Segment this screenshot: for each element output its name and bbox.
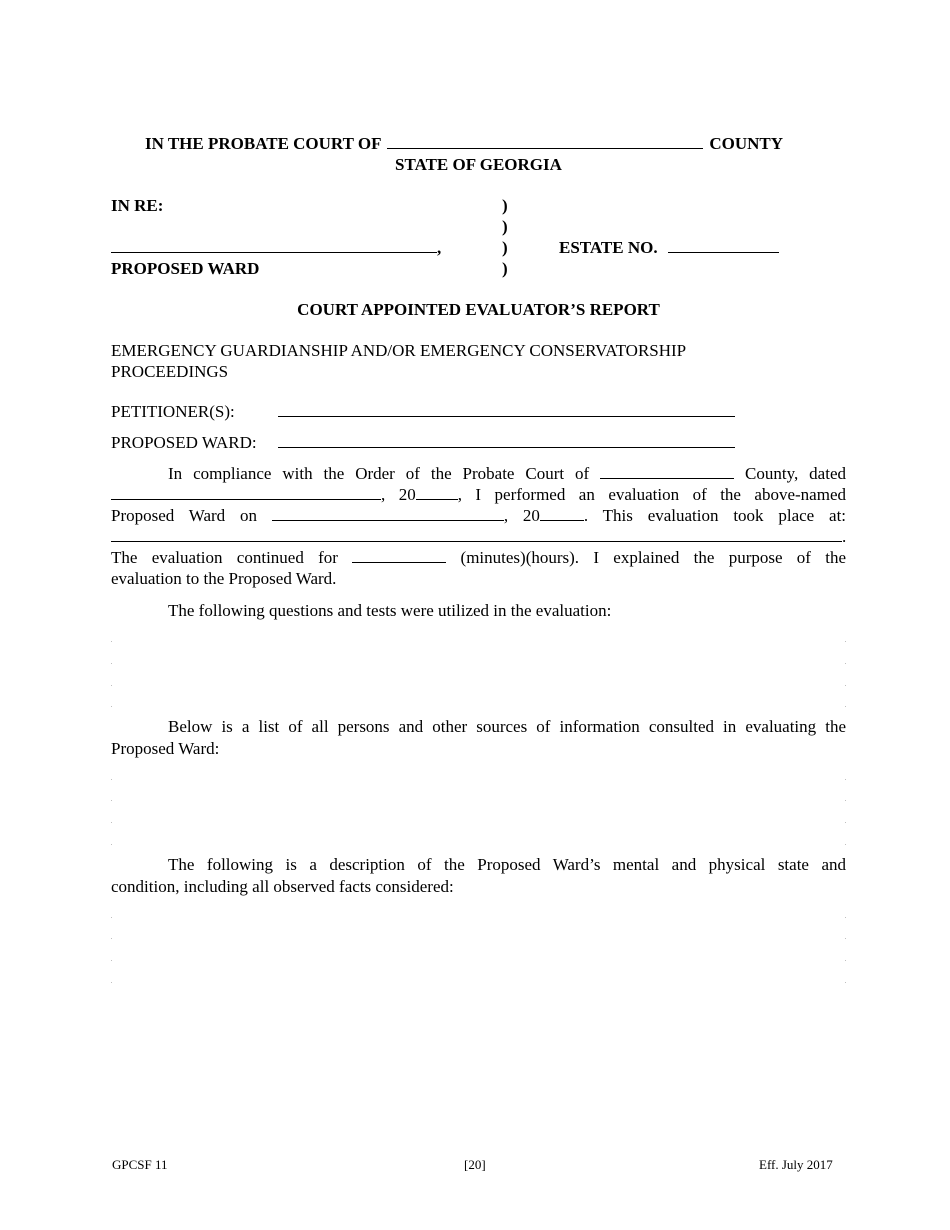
footer-form-id: GPCSF 11: [112, 1157, 168, 1172]
court-header-line: [145, 134, 783, 154]
court-prefix: IN THE PROBATE COURT OF: [145, 134, 381, 153]
order-date-field[interactable]: [111, 485, 381, 500]
footer-page-number: [20]: [464, 1157, 486, 1172]
court-suffix: COUNTY: [709, 134, 784, 153]
county-name-field[interactable]: [387, 134, 703, 149]
caption-paren-3: ): [502, 238, 508, 257]
description-line-2: condition, including all observed facts considered:: [111, 877, 454, 896]
proposed-ward-line: [278, 433, 735, 453]
proposed-ward-field[interactable]: [278, 433, 735, 448]
compliance-l1b: County, dated: [745, 464, 846, 483]
report-title: COURT APPOINTED EVALUATOR’S REPORT: [297, 300, 660, 319]
description-answer-line-1: [111, 917, 846, 918]
ward-name-line: [111, 238, 441, 258]
persons-answer-line-3: [111, 822, 846, 823]
caption-paren-4: ): [502, 259, 508, 278]
questions-answer-line-1: [111, 641, 846, 642]
compliance-line-3: [111, 506, 846, 526]
ward-name-comma: ,: [437, 238, 442, 257]
evaluation-date-field[interactable]: [272, 506, 504, 521]
persons-line-2: Proposed Ward:: [111, 739, 220, 758]
duration-field[interactable]: [352, 548, 446, 563]
petitioners-line: [278, 402, 735, 422]
compliance-l3b: , 20: [503, 506, 540, 525]
subtitle-line-2: PROCEEDINGS: [111, 362, 229, 381]
subtitle-line-1: EMERGENCY GUARDIANSHIP AND/OR EMERGENCY CONSERVATORSHIP: [111, 341, 687, 360]
compliance-l5a: The evaluation continued for: [111, 548, 338, 567]
footer-effective-date: Eff. July 2017: [759, 1157, 833, 1172]
state-heading: STATE OF GEORGIA: [395, 155, 562, 174]
petitioners-label: PETITIONER(S):: [111, 402, 235, 421]
ward-name-field[interactable]: [111, 238, 437, 253]
compliance-l2a: , 20: [381, 485, 416, 504]
petitioners-field[interactable]: [278, 402, 735, 417]
compliance-line-5: [111, 548, 846, 568]
description-answer-line-4: [111, 982, 846, 983]
order-county-field[interactable]: [600, 464, 734, 479]
persons-answer-line-2: [111, 800, 846, 801]
evaluation-year-field[interactable]: [540, 506, 584, 521]
questions-answer-line-2: [111, 663, 846, 664]
persons-line-1: Below is a list of all persons and other sources of information consulted in evaluating the: [168, 717, 846, 736]
description-line-1: The following is a description of the Proposed Ward’s mental and physical state and: [168, 855, 846, 874]
persons-answer-line-1: [111, 779, 846, 780]
compliance-l3c: . This evaluation took place at:: [583, 506, 847, 525]
estate-no-line: [559, 238, 779, 258]
questions-answer-line-3: [111, 685, 846, 686]
compliance-l2b: , I performed an evaluation of the above-named: [457, 485, 847, 504]
description-answer-line-2: [111, 938, 846, 939]
caption-paren-2: ): [502, 217, 508, 236]
proposed-ward-caption: PROPOSED WARD: [111, 259, 260, 278]
questions-answer-line-4: [111, 706, 846, 707]
persons-answer-line-4: [111, 844, 846, 845]
estate-no-label: ESTATE NO.: [559, 238, 658, 257]
compliance-line-2: [111, 485, 846, 505]
compliance-line-4: [111, 527, 846, 547]
compliance-line-6: evaluation to the Proposed Ward.: [111, 569, 337, 588]
caption-paren-1: ): [502, 196, 508, 215]
proposed-ward-label: PROPOSED WARD:: [111, 433, 257, 452]
compliance-l1a: In compliance with the Order of the Probate Court of: [168, 464, 590, 483]
in-re-label: IN RE:: [111, 196, 164, 215]
compliance-l5b: (minutes)(hours). I explained the purpose of the: [460, 548, 847, 567]
evaluation-location-field[interactable]: [111, 527, 842, 542]
compliance-line-1: [168, 464, 846, 484]
estate-no-field[interactable]: [668, 238, 779, 253]
description-answer-line-3: [111, 960, 846, 961]
compliance-l4: .: [842, 527, 847, 546]
order-year-field[interactable]: [416, 485, 458, 500]
compliance-l3a: Proposed Ward on: [111, 506, 257, 525]
questions-text: The following questions and tests were utilized in the evaluation:: [168, 601, 612, 620]
